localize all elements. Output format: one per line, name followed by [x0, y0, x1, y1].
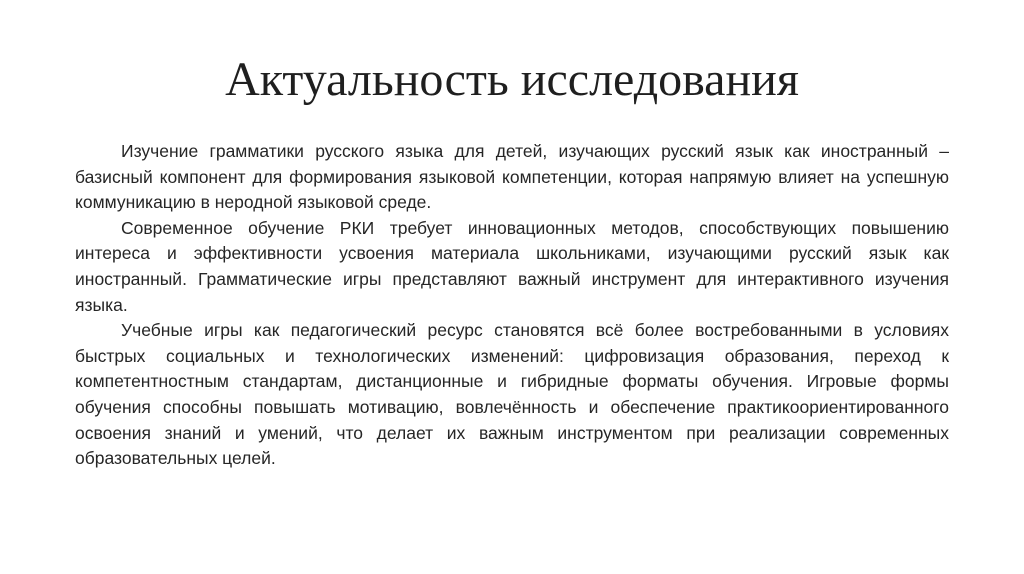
paragraph-relevance: Изучение грамматики русского языка для детей, изучающих русский язык как иностранный – базисный компонент для формирования языковой компетенции, которая напрямую влияет на успешную коммуникацию в неродной языковой среде.: [75, 141, 949, 213]
slide-body: [75, 139, 949, 472]
paragraph-educational-games: Учебные игры как педагогический ресурс становятся всё более востребованными в условиях быстрых социальных и технологических изменений: цифровизация образования, переход к компетентностным стандартам, дистанционные и гибридные форматы обучения. Игровые формы обучения способны повышать мотивацию, вовлечённость и обеспечение практикоориентированного освоения знаний и умений, что делает их важным инструментом при реализации современных образовательных целей.: [75, 320, 949, 469]
slide-title: Актуальность исследования: [225, 53, 799, 106]
paragraph-rki-methods: Современное обучение РКИ требует инновационных методов, способствующих повышению интереса и эффективности усвоения материала школьниками, изучающими русский язык как иностранный. Грамматические игры представляют важный инструмент для интерактивного изучения языка.: [75, 217, 949, 315]
